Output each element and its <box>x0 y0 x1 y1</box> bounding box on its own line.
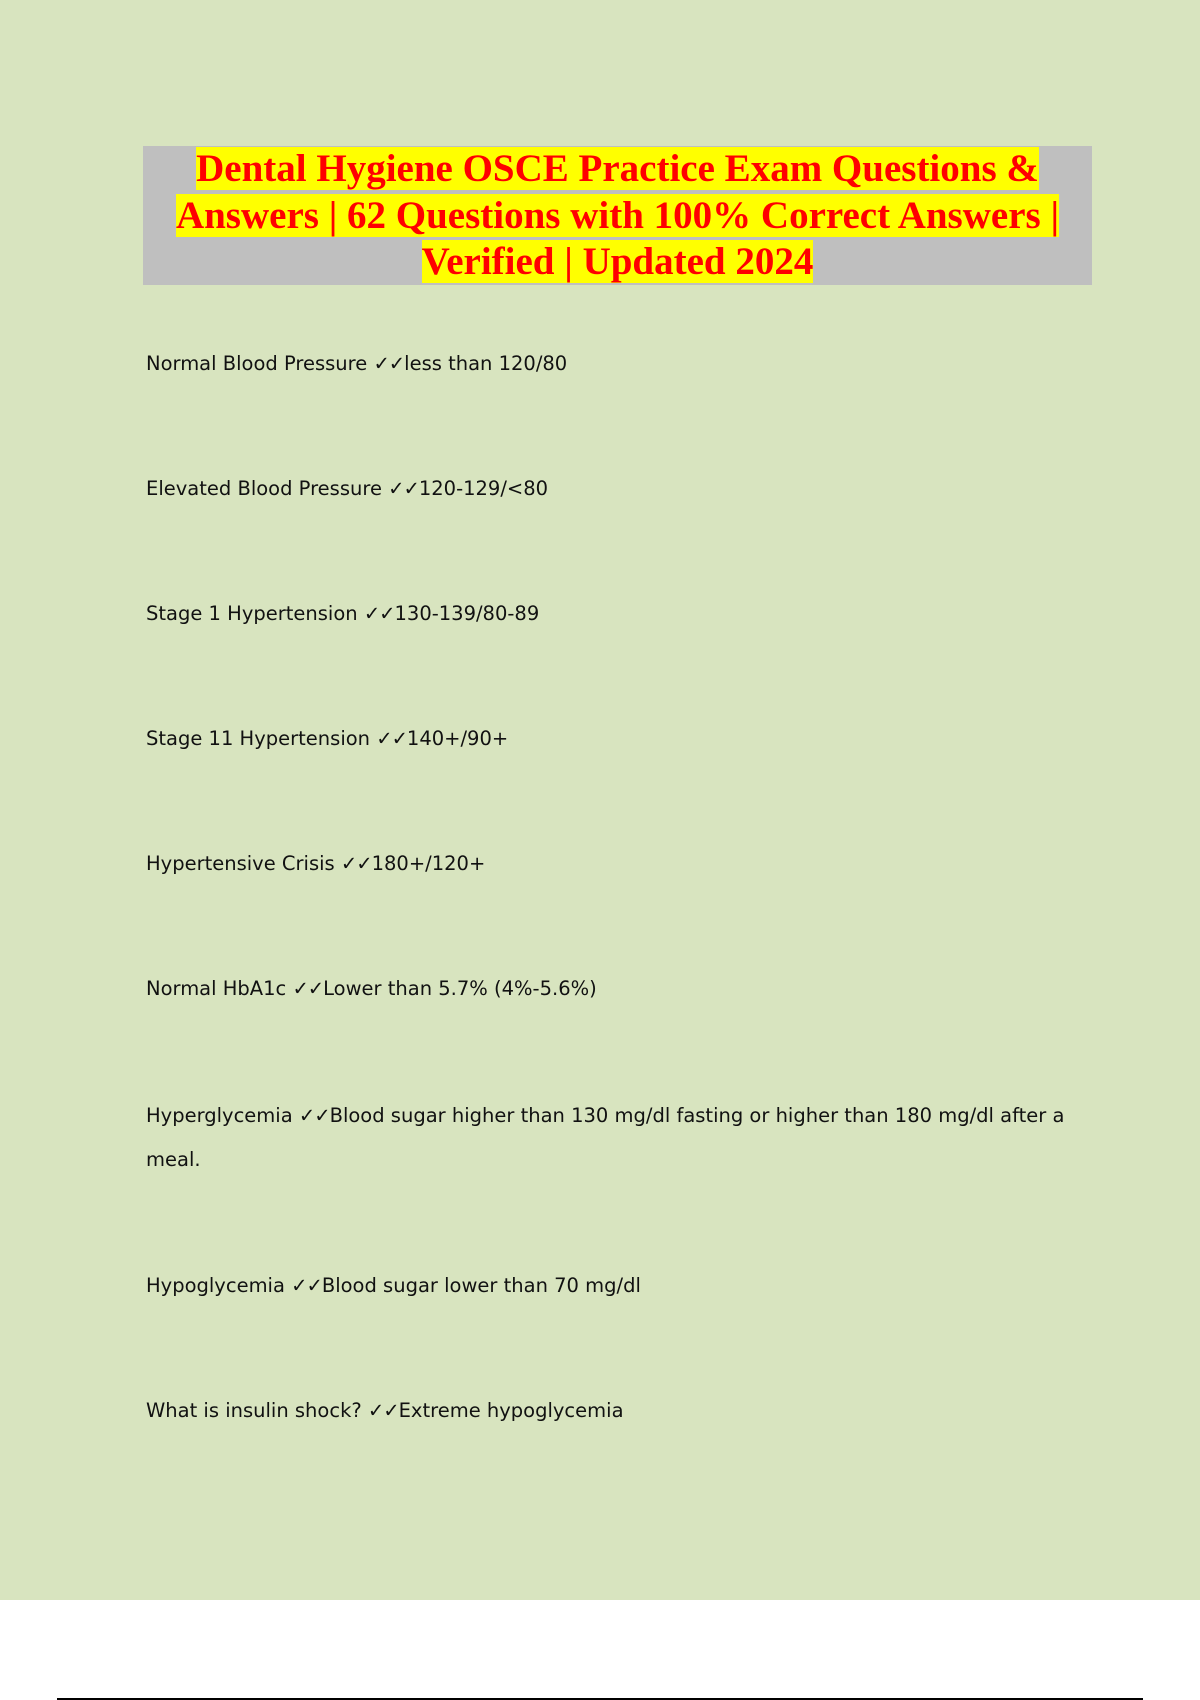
qa-item-normal-hba1c <box>146 967 1086 1011</box>
check-icon: ✓✓ <box>298 1104 330 1127</box>
check-icon: ✓✓ <box>291 1274 322 1297</box>
qa-item-insulin-shock <box>146 1389 1086 1433</box>
answer: less than 120/80 <box>404 352 568 375</box>
check-icon: ✓✓ <box>388 477 419 500</box>
qa-item-normal-bp <box>146 342 1086 386</box>
answer: 180+/120+ <box>371 852 486 875</box>
check-icon: ✓✓ <box>292 977 324 1000</box>
question: Normal Blood Pressure <box>146 352 368 375</box>
qa-item-hypoglycemia <box>146 1264 1086 1308</box>
question: Hyperglycemia <box>146 1104 293 1127</box>
check-icon: ✓✓ <box>367 1399 399 1422</box>
question: Elevated Blood Pressure <box>146 477 382 500</box>
document-title <box>143 146 1092 286</box>
question: What is insulin shock? <box>146 1399 362 1422</box>
answer: 140+/90+ <box>406 727 509 750</box>
answer: Blood sugar lower than 70 mg/dl <box>321 1274 641 1297</box>
qa-item-elevated-bp <box>146 467 1086 511</box>
check-icon: ✓✓ <box>363 602 395 625</box>
qa-item-hypertensive-crisis <box>146 842 1086 886</box>
answer: Lower than 5.7% (4%-5.6%) <box>323 977 597 1000</box>
check-icon: ✓✓ <box>376 727 407 750</box>
answer: Extreme hypoglycemia <box>398 1399 624 1422</box>
question: Stage 1 Hypertension <box>146 602 358 625</box>
question: Normal HbA1c <box>146 977 287 1000</box>
title-line-2: Answers | 62 Questions with 100% Correct Answers | <box>175 193 1060 237</box>
question: Hypoglycemia <box>146 1274 285 1297</box>
title-line-3: Verified | Updated 2024 <box>421 240 814 283</box>
qa-item-stage1-hypertension <box>146 592 1086 636</box>
question: Hypertensive Crisis <box>146 852 335 875</box>
qa-item-hyperglycemia <box>146 1094 1086 1182</box>
qa-item-stage2-hypertension <box>146 717 1086 761</box>
question: Stage 11 Hypertension <box>146 727 371 750</box>
title-line-1: Dental Hygiene OSCE Practice Exam Questions & <box>196 147 1039 190</box>
answer: Blood sugar higher than 130 mg/dl fasting or higher than 180 mg/dl after a meal. <box>146 1104 1065 1171</box>
check-icon: ✓✓ <box>340 852 372 875</box>
answer: 120-129/<80 <box>418 477 549 500</box>
answer: 130-139/80-89 <box>394 602 540 625</box>
document-title-box <box>143 146 1092 285</box>
check-icon: ✓✓ <box>373 352 405 375</box>
